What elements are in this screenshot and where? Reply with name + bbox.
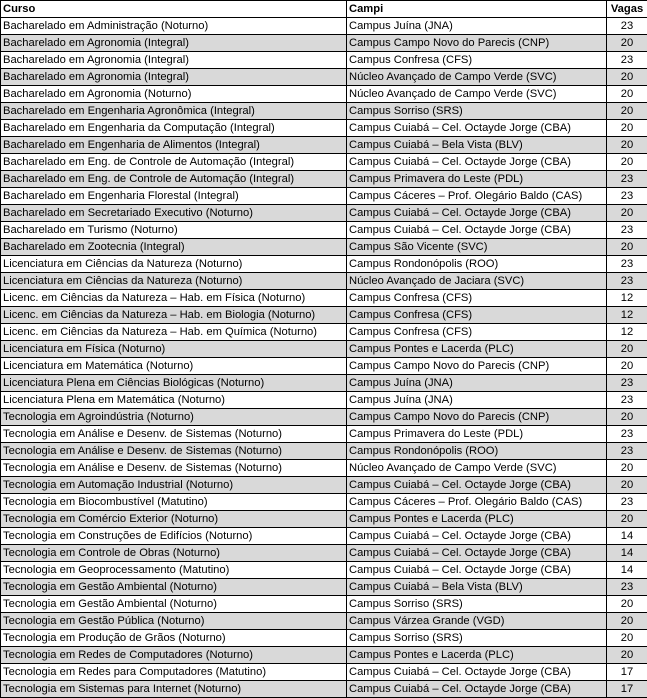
cell-campi: Campus Sorriso (SRS) bbox=[347, 596, 607, 613]
cell-curso: Bacharelado em Eng. de Controle de Automação (Integral) bbox=[1, 171, 347, 188]
cell-campi: Campus Pontes e Lacerda (PLC) bbox=[347, 511, 607, 528]
cell-campi: Campus Rondonópolis (ROO) bbox=[347, 256, 607, 273]
table-row bbox=[1, 477, 647, 494]
cell-vagas: 23 bbox=[607, 256, 647, 273]
table-row bbox=[1, 52, 647, 69]
table-row bbox=[1, 596, 647, 613]
cell-curso: Tecnologia em Gestão Pública (Noturno) bbox=[1, 613, 347, 630]
table-row bbox=[1, 188, 647, 205]
cell-vagas: 23 bbox=[607, 392, 647, 409]
cell-campi: Campus Primavera do Leste (PDL) bbox=[347, 171, 607, 188]
table-row bbox=[1, 86, 647, 103]
header-row bbox=[1, 1, 647, 18]
cell-vagas: 20 bbox=[607, 120, 647, 137]
cell-curso: Licenciatura em Matemática (Noturno) bbox=[1, 358, 347, 375]
table-row bbox=[1, 409, 647, 426]
cell-vagas: 20 bbox=[607, 69, 647, 86]
table-row bbox=[1, 511, 647, 528]
cell-vagas: 12 bbox=[607, 290, 647, 307]
table-row bbox=[1, 239, 647, 256]
cell-campi: Núcleo Avançado de Campo Verde (SVC) bbox=[347, 69, 607, 86]
cell-curso: Tecnologia em Controle de Obras (Noturno) bbox=[1, 545, 347, 562]
cell-campi: Núcleo Avançado de Campo Verde (SVC) bbox=[347, 86, 607, 103]
cell-campi: Campus Pontes e Lacerda (PLC) bbox=[347, 647, 607, 664]
cell-campi: Campus São Vicente (SVC) bbox=[347, 239, 607, 256]
cell-vagas: 23 bbox=[607, 52, 647, 69]
cell-curso: Bacharelado em Engenharia Agronômica (Integral) bbox=[1, 103, 347, 120]
table-row bbox=[1, 307, 647, 324]
cell-campi: Campus Juína (JNA) bbox=[347, 18, 607, 35]
table-row bbox=[1, 630, 647, 647]
cell-campi: Campus Cuiabá – Cel. Octayde Jorge (CBA) bbox=[347, 120, 607, 137]
cell-curso: Licenc. em Ciências da Natureza – Hab. em Química (Noturno) bbox=[1, 324, 347, 341]
cell-curso: Licenc. em Ciências da Natureza – Hab. em Biologia (Noturno) bbox=[1, 307, 347, 324]
table-row bbox=[1, 69, 647, 86]
table-row bbox=[1, 171, 647, 188]
cell-curso: Tecnologia em Redes para Computadores (Matutino) bbox=[1, 664, 347, 681]
header-campi: Campi bbox=[347, 1, 607, 18]
cell-vagas: 20 bbox=[607, 630, 647, 647]
cell-curso: Bacharelado em Agronomia (Noturno) bbox=[1, 86, 347, 103]
cell-campi: Campus Confresa (CFS) bbox=[347, 290, 607, 307]
table-row bbox=[1, 18, 647, 35]
table-row bbox=[1, 154, 647, 171]
cell-vagas: 20 bbox=[607, 341, 647, 358]
cell-curso: Tecnologia em Produção de Grãos (Noturno) bbox=[1, 630, 347, 647]
cell-campi: Campus Campo Novo do Parecis (CNP) bbox=[347, 409, 607, 426]
cell-vagas: 20 bbox=[607, 86, 647, 103]
table-row bbox=[1, 647, 647, 664]
cell-curso: Tecnologia em Sistemas para Internet (Noturno) bbox=[1, 681, 347, 698]
cell-vagas: 14 bbox=[607, 545, 647, 562]
table-row bbox=[1, 681, 647, 698]
cell-curso: Tecnologia em Análise e Desenv. de Sistemas (Noturno) bbox=[1, 460, 347, 477]
table-row bbox=[1, 545, 647, 562]
cell-campi: Campus Rondonópolis (ROO) bbox=[347, 443, 607, 460]
cell-curso: Bacharelado em Engenharia Florestal (Integral) bbox=[1, 188, 347, 205]
cell-vagas: 20 bbox=[607, 460, 647, 477]
cell-vagas: 20 bbox=[607, 358, 647, 375]
header-vagas: Vagas bbox=[607, 1, 647, 18]
cell-vagas: 17 bbox=[607, 664, 647, 681]
cell-curso: Bacharelado em Turismo (Noturno) bbox=[1, 222, 347, 239]
cell-campi: Campus Cuiabá – Cel. Octayde Jorge (CBA) bbox=[347, 222, 607, 239]
cell-curso: Tecnologia em Geoprocessamento (Matutino) bbox=[1, 562, 347, 579]
cell-curso: Licenciatura em Ciências da Natureza (Noturno) bbox=[1, 256, 347, 273]
header-curso: Curso bbox=[1, 1, 347, 18]
cell-curso: Tecnologia em Análise e Desenv. de Sistemas (Noturno) bbox=[1, 426, 347, 443]
table-body bbox=[1, 18, 647, 698]
cell-vagas: 20 bbox=[607, 409, 647, 426]
cell-vagas: 23 bbox=[607, 18, 647, 35]
cell-campi: Campus Cuiabá – Bela Vista (BLV) bbox=[347, 137, 607, 154]
table-row bbox=[1, 528, 647, 545]
cell-campi: Campus Campo Novo do Parecis (CNP) bbox=[347, 358, 607, 375]
table-row bbox=[1, 256, 647, 273]
cell-vagas: 20 bbox=[607, 613, 647, 630]
cell-vagas: 23 bbox=[607, 188, 647, 205]
table-row bbox=[1, 460, 647, 477]
cell-curso: Bacharelado em Engenharia da Computação (Integral) bbox=[1, 120, 347, 137]
cell-campi: Campus Cuiabá – Cel. Octayde Jorge (CBA) bbox=[347, 562, 607, 579]
cell-vagas: 23 bbox=[607, 222, 647, 239]
cell-vagas: 23 bbox=[607, 375, 647, 392]
cell-campi: Campus Várzea Grande (VGD) bbox=[347, 613, 607, 630]
table-row bbox=[1, 426, 647, 443]
cell-campi: Campus Cuiabá – Cel. Octayde Jorge (CBA) bbox=[347, 528, 607, 545]
table-row bbox=[1, 341, 647, 358]
cell-curso: Licenciatura em Ciências da Natureza (Noturno) bbox=[1, 273, 347, 290]
cell-campi: Campus Sorriso (SRS) bbox=[347, 103, 607, 120]
cell-vagas: 20 bbox=[607, 239, 647, 256]
cell-vagas: 20 bbox=[607, 205, 647, 222]
cell-vagas: 20 bbox=[607, 103, 647, 120]
cell-vagas: 14 bbox=[607, 562, 647, 579]
cell-vagas: 23 bbox=[607, 426, 647, 443]
cell-curso: Tecnologia em Análise e Desenv. de Sistemas (Noturno) bbox=[1, 443, 347, 460]
cell-vagas: 23 bbox=[607, 443, 647, 460]
cell-vagas: 23 bbox=[607, 494, 647, 511]
cell-curso: Bacharelado em Engenharia de Alimentos (Integral) bbox=[1, 137, 347, 154]
cell-campi: Campus Confresa (CFS) bbox=[347, 52, 607, 69]
cell-curso: Bacharelado em Agronomia (Integral) bbox=[1, 52, 347, 69]
cell-curso: Licenciatura Plena em Ciências Biológicas (Noturno) bbox=[1, 375, 347, 392]
cell-curso: Licenc. em Ciências da Natureza – Hab. em Física (Noturno) bbox=[1, 290, 347, 307]
cell-curso: Tecnologia em Automação Industrial (Noturno) bbox=[1, 477, 347, 494]
table-row bbox=[1, 562, 647, 579]
cell-vagas: 20 bbox=[607, 35, 647, 52]
cell-vagas: 17 bbox=[607, 681, 647, 698]
cell-curso: Tecnologia em Construções de Edifícios (Noturno) bbox=[1, 528, 347, 545]
cell-campi: Campus Cuiabá – Cel. Octayde Jorge (CBA) bbox=[347, 477, 607, 494]
cell-campi: Campus Cuiabá – Bela Vista (BLV) bbox=[347, 579, 607, 596]
table-row bbox=[1, 494, 647, 511]
cell-curso: Bacharelado em Zootecnia (Integral) bbox=[1, 239, 347, 256]
cell-vagas: 12 bbox=[607, 324, 647, 341]
cell-vagas: 20 bbox=[607, 511, 647, 528]
cell-vagas: 14 bbox=[607, 528, 647, 545]
table-row bbox=[1, 664, 647, 681]
cell-vagas: 20 bbox=[607, 137, 647, 154]
table-row bbox=[1, 392, 647, 409]
table-row bbox=[1, 205, 647, 222]
cell-vagas: 20 bbox=[607, 477, 647, 494]
table-row bbox=[1, 443, 647, 460]
cell-curso: Bacharelado em Secretariado Executivo (Noturno) bbox=[1, 205, 347, 222]
cell-campi: Campus Cuiabá – Cel. Octayde Jorge (CBA) bbox=[347, 205, 607, 222]
cell-vagas: 23 bbox=[607, 273, 647, 290]
cell-vagas: 23 bbox=[607, 171, 647, 188]
cell-curso: Tecnologia em Redes de Computadores (Noturno) bbox=[1, 647, 347, 664]
cell-campi: Campus Campo Novo do Parecis (CNP) bbox=[347, 35, 607, 52]
table-row bbox=[1, 579, 647, 596]
cell-curso: Bacharelado em Eng. de Controle de Automação (Integral) bbox=[1, 154, 347, 171]
cell-campi: Núcleo Avançado de Campo Verde (SVC) bbox=[347, 460, 607, 477]
cell-campi: Campus Cáceres – Prof. Olegário Baldo (CAS) bbox=[347, 188, 607, 205]
cell-vagas: 20 bbox=[607, 154, 647, 171]
cell-curso: Bacharelado em Administração (Noturno) bbox=[1, 18, 347, 35]
table-row bbox=[1, 35, 647, 52]
cell-campi: Campus Confresa (CFS) bbox=[347, 307, 607, 324]
cell-curso: Tecnologia em Biocombustível (Matutino) bbox=[1, 494, 347, 511]
cell-campi: Campus Sorriso (SRS) bbox=[347, 630, 607, 647]
cell-campi: Campus Cuiabá – Cel. Octayde Jorge (CBA) bbox=[347, 681, 607, 698]
table-row bbox=[1, 137, 647, 154]
cell-curso: Licenciatura Plena em Matemática (Noturno) bbox=[1, 392, 347, 409]
cell-vagas: 20 bbox=[607, 596, 647, 613]
table-row bbox=[1, 375, 647, 392]
table-row bbox=[1, 273, 647, 290]
table-row bbox=[1, 222, 647, 239]
table-row bbox=[1, 290, 647, 307]
cell-campi: Campus Cuiabá – Cel. Octayde Jorge (CBA) bbox=[347, 154, 607, 171]
cell-curso: Bacharelado em Agronomia (Integral) bbox=[1, 69, 347, 86]
table-row bbox=[1, 324, 647, 341]
cell-campi: Campus Cáceres – Prof. Olegário Baldo (CAS) bbox=[347, 494, 607, 511]
table-row bbox=[1, 120, 647, 137]
table-row bbox=[1, 103, 647, 120]
table-row bbox=[1, 613, 647, 630]
cell-campi: Campus Cuiabá – Cel. Octayde Jorge (CBA) bbox=[347, 664, 607, 681]
cell-curso: Tecnologia em Comércio Exterior (Noturno) bbox=[1, 511, 347, 528]
cell-vagas: 20 bbox=[607, 647, 647, 664]
cell-campi: Campus Juína (JNA) bbox=[347, 375, 607, 392]
cell-curso: Tecnologia em Gestão Ambiental (Noturno) bbox=[1, 579, 347, 596]
cell-campi: Campus Pontes e Lacerda (PLC) bbox=[347, 341, 607, 358]
cell-curso: Bacharelado em Agronomia (Integral) bbox=[1, 35, 347, 52]
cell-campi: Campus Juína (JNA) bbox=[347, 392, 607, 409]
cell-campi: Campus Primavera do Leste (PDL) bbox=[347, 426, 607, 443]
cell-curso: Tecnologia em Gestão Ambiental (Noturno) bbox=[1, 596, 347, 613]
cell-curso: Tecnologia em Agroindústria (Noturno) bbox=[1, 409, 347, 426]
cell-campi: Campus Cuiabá – Cel. Octayde Jorge (CBA) bbox=[347, 545, 607, 562]
cell-vagas: 23 bbox=[607, 579, 647, 596]
cell-curso: Licenciatura em Física (Noturno) bbox=[1, 341, 347, 358]
cell-campi: Campus Confresa (CFS) bbox=[347, 324, 607, 341]
cell-vagas: 12 bbox=[607, 307, 647, 324]
table-row bbox=[1, 358, 647, 375]
cell-campi: Núcleo Avançado de Jaciara (SVC) bbox=[347, 273, 607, 290]
